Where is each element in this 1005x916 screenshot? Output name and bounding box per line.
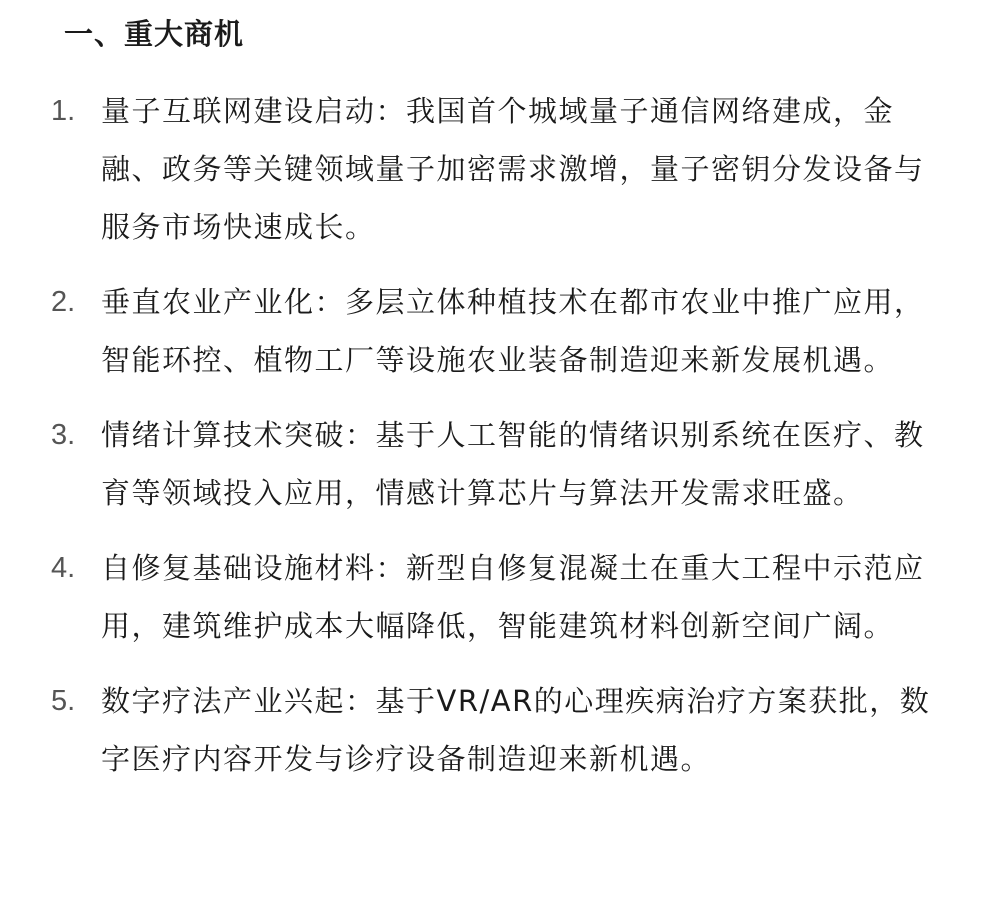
section-heading: 一、重大商机 — [64, 17, 245, 51]
list-item — [0, 672, 935, 788]
list-item-number: 4. — [51, 552, 76, 584]
list-item-text: 量子互联网建设启动：我国首个城域量子通信网络建成，金融、政务等关键领域量子加密需求激增，量子密钥分发设备与服务市场快速成长。 — [101, 94, 925, 244]
list-item-number: 1. — [51, 95, 76, 127]
list-item-number: 5. — [51, 685, 76, 717]
list-item-text: 情绪计算技术突破：基于人工智能的情绪识别系统在医疗、教育等领域投入应用，情感计算芯片与算法开发需求旺盛。 — [101, 418, 925, 510]
list-item — [0, 406, 935, 522]
list-item — [0, 539, 935, 655]
list-item-text: 自修复基础设施材料：新型自修复混凝土在重大工程中示范应用，建筑维护成本大幅降低，智能建筑材料创新空间广阔。 — [101, 551, 925, 643]
list-item — [0, 82, 935, 256]
list-item-number: 3. — [51, 419, 76, 451]
list-item-text: 数字疗法产业兴起：基于VR/AR的心理疾病治疗方案获批，数字医疗内容开发与诊疗设备制造迎来新机遇。 — [101, 684, 931, 776]
list-item-text: 垂直农业产业化：多层立体种植技术在都市农业中推广应用，智能环控、植物工厂等设施农业装备制造迎来新发展机遇。 — [101, 285, 925, 377]
list-item-number: 2. — [51, 286, 76, 318]
opportunity-list — [0, 82, 935, 788]
list-item — [0, 273, 935, 389]
